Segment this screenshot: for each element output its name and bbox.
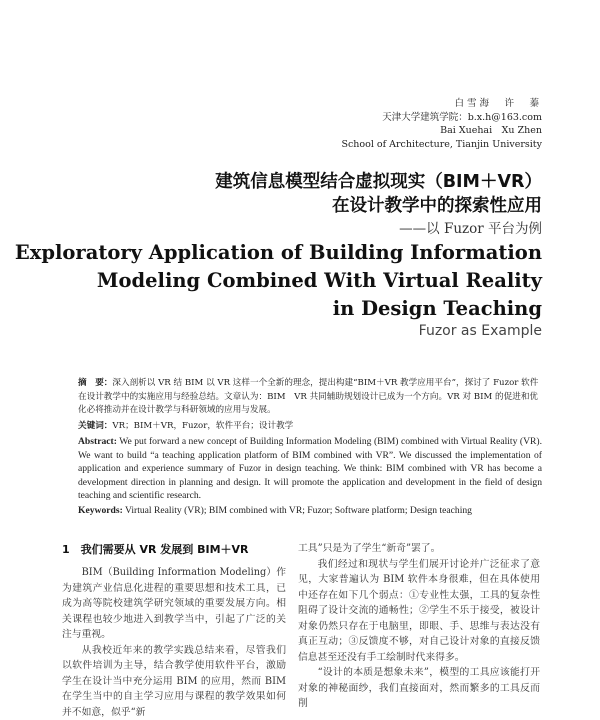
body-column-right xyxy=(298,541,540,712)
keywords-en-label: Keywords: xyxy=(78,505,123,516)
body-paragraph: 从我校近年来的教学实践总结来看，尽管我们以软件培训为主导，结合教学使用软件平台，激励学生在设计当中充分运用 BIM 的应用，然而 BIM 在学生当中的自主学习应用与课程的教学效果如何并不如意，似乎“新 xyxy=(62,643,286,720)
abstract-block xyxy=(78,377,542,518)
author-affiliation-cn: 天津大学建筑学院：b.x.h@163.com xyxy=(341,111,542,125)
body-paragraph: 我们经过和现状与学生们展开讨论并广泛征求了意见，大家普遍认为 BIM 软件本身很难，但在具体使用中还存在如下几个弱点：①专业性太强，工具的复杂性阻碍了设计交流的通畅性；②学生不乐于接受，被设计对象仍然只存在于电脑里，即眼、手、思维与表达没有真正互动；③反馈度不够，对自己设计对象的直接反馈信息甚至还没有手工绘制时代来得多。 xyxy=(298,557,540,666)
en-title-line-2: Modeling Combined With Virtual Reality xyxy=(15,268,542,294)
abstract-cn xyxy=(78,377,542,418)
keywords-en-text: Virtual Reality (VR); BIM combined with VR; Fuzor; Software platform; Design teaching xyxy=(125,505,472,516)
abstract-cn-label: 摘 要： xyxy=(78,378,112,388)
body-paragraph: 工具”只是为了学生“新奇”罢了。 xyxy=(298,541,540,557)
abstract-en-text: We put forward a new concept of Building Information Modeling (BIM) combined with Virtual Reality (VR). We want to build “a teaching application platform of BIM combined with VR”. We discussed the implementation of application and experience summary of Fuzor in design teaching. We think: BIM combined with VR has become a development direction in planning and design. It will promote the application and development in the field of design teaching and scientific research. xyxy=(78,436,542,501)
keywords-cn-text: VR；BIM＋VR，Fuzor，软件平台；设计教学 xyxy=(112,421,293,431)
body-column-left xyxy=(62,541,286,720)
author-affiliation-en: School of Architecture, Tianjin University xyxy=(341,138,542,152)
abstract-en xyxy=(78,435,542,502)
author-names-en: Bai Xuehai Xu Zhen xyxy=(341,124,542,138)
title-block xyxy=(15,170,542,341)
en-title-line-1: Exploratory Application of Building Information xyxy=(15,240,542,266)
cn-title-line-1: 建筑信息模型结合虚拟现实（BIM＋VR） xyxy=(15,170,542,194)
author-names-cn: 白雪海 许 蓁 xyxy=(341,97,542,111)
en-title-line-3: in Design Teaching xyxy=(15,296,542,322)
body-paragraph: “设计的本质是想象未来”，模型的工具应该能打开对象的神秘面纱，我们直接面对，然而繁多的工具反而削 xyxy=(298,665,540,712)
abstract-cn-text: 深入剖析以 VR 结 BIM 以 VR 这样一个全新的理念，提出构建“BIM＋VR 教学应用平台”，探讨了 Fuzor 软件在设计教学中的实施应用与经验总结。文章认为：BIM VR 共同辅助规划设计已成为一个方向。VR 对 BIM 的促进和优化必将推动并在设计教学与科研领域的应用与发展。 xyxy=(78,378,538,415)
cn-title-line-2: 在设计教学中的探索性应用 xyxy=(15,194,542,218)
section-1-heading: 1 我们需要从 VR 发展到 BIM＋VR xyxy=(62,541,286,559)
cn-subtitle: ——以 Fuzor 平台为例 xyxy=(15,220,542,238)
abstract-en-label: Abstract: xyxy=(78,436,117,447)
keywords-en xyxy=(78,504,542,517)
en-subtitle: Fuzor as Example xyxy=(15,322,542,341)
body-paragraph: BIM（Building Information Modeling）作为建筑产业信息化进程的重要思想和技术工具，已成为高等院校建筑学研究领域的重要发展方向。相关课程也较少地进入到教学当中，引起了广泛的关注与重视。 xyxy=(62,565,286,643)
keywords-cn-label: 关键词： xyxy=(78,421,112,431)
author-block xyxy=(341,97,542,151)
keywords-cn xyxy=(78,420,542,434)
